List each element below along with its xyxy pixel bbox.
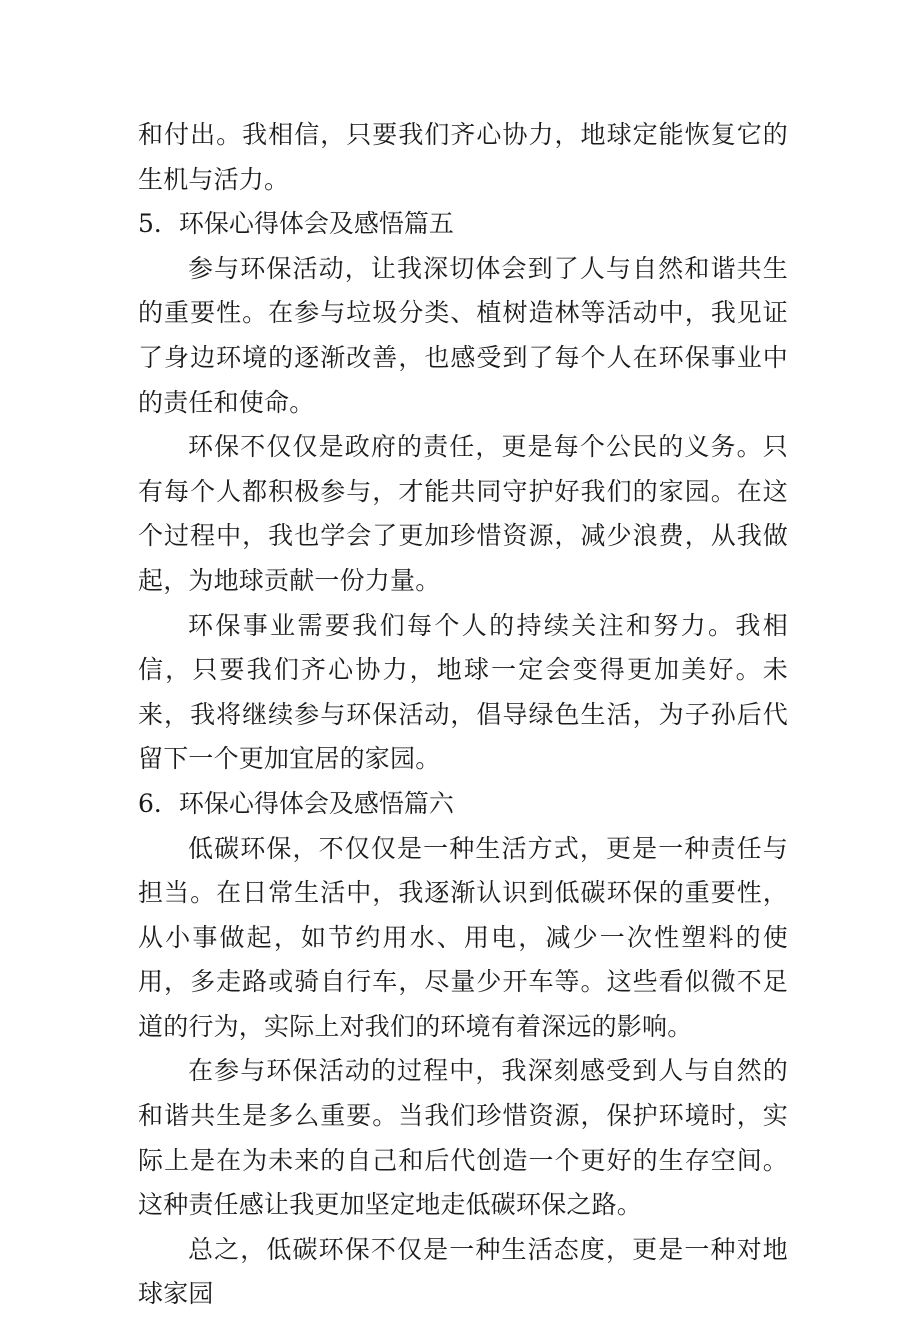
section-heading-6: 6．环保心得体会及感悟篇六 xyxy=(138,788,454,818)
paragraph: 参与环保活动，让我深切体会到了人与自然和谐共生的重要性。在参与垃圾分类、植树造林等活动中，我见证了身边环境的逐渐改善，也感受到了每个人在环保事业中的责任和使命。 xyxy=(138,253,788,417)
paragraph-truncated: 总之，低碳环保不仅是一种生活态度，更是一种对地球家园 xyxy=(138,1234,788,1309)
document-page xyxy=(138,113,788,1317)
paragraph-continuation: 和付出。我相信，只要我们齐心协力，地球定能恢复它的生机与活力。 xyxy=(138,120,788,194)
paragraph: 低碳环保，不仅仅是一种生活方式，更是一种责任与担当。在日常生活中，我逐渐认识到低碳环保的重要性，从小事做起，如节约用水、用电，减少一次性塑料的使用，多走路或骑自行车，尽量少开车等。这些看似微不足道的行为，实际上对我们的环境有着深远的影响。 xyxy=(138,833,788,1041)
section-heading-5: 5．环保心得体会及感悟篇五 xyxy=(138,209,454,239)
paragraph: 环保事业需要我们每个人的持续关注和努力。我相信，只要我们齐心协力，地球一定会变得更加美好。未来，我将继续参与环保活动，倡导绿色生活，为子孙后代留下一个更加宜居的家园。 xyxy=(138,610,788,774)
paragraph: 在参与环保活动的过程中，我深刻感受到人与自然的和谐共生是多么重要。当我们珍惜资源，保护环境时，实际上是在为未来的自己和后代创造一个更好的生存空间。这种责任感让我更加坚定地走低碳环保之路。 xyxy=(138,1056,788,1220)
paragraph: 环保不仅仅是政府的责任，更是每个公民的义务。只有每个人都积极参与，才能共同守护好我们的家园。在这个过程中，我也学会了更加珍惜资源，减少浪费，从我做起，为地球贡献一份力量。 xyxy=(138,432,788,595)
